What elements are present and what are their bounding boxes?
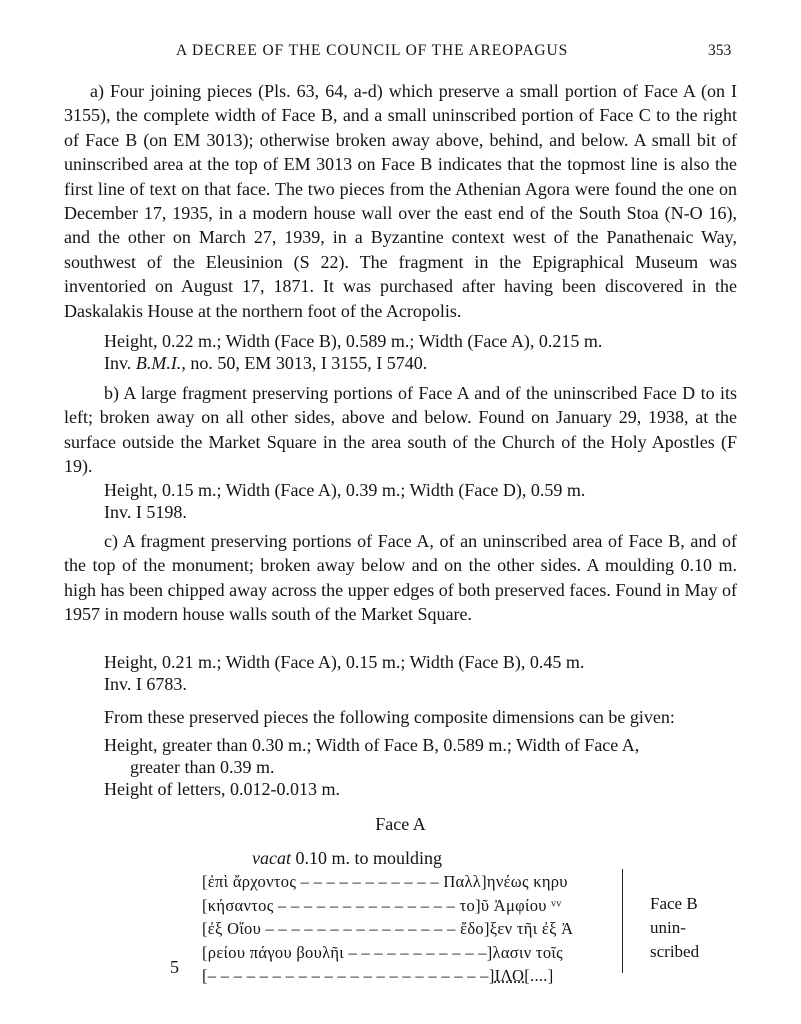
fragment-c-dimensions: Height, 0.21 m.; Width (Face A), 0.15 m.; Width (Face B), 0.45 m.: [104, 652, 585, 672]
fragment-c-metadata: [104, 651, 744, 695]
running-title: A DECREE OF THE COUNCIL OF THE AREOPAGUS: [176, 42, 569, 59]
face-divider-line: [622, 869, 623, 973]
vacat-word: vacat: [252, 848, 291, 868]
inscription-text: [202, 870, 573, 988]
composite-line-1-continued: greater than 0.39 m.: [130, 757, 275, 777]
inscription-line-5: [202, 964, 573, 988]
inventory-italic: B.M.I.: [135, 353, 182, 373]
fragment-b-dimensions: Height, 0.15 m.; Width (Face A), 0.39 m.; Width (Face D), 0.59 m.: [104, 480, 586, 500]
composite-line-2: Height of letters, 0.012-0.013 m.: [104, 779, 340, 799]
fragment-c-paragraph: c) A fragment preserving portions of Face A, of an uninscribed area of Face B, and of the top of the monument; broken away below and on the other sides. A moulding 0.10 m. high has been chipped away across the upper edges of both preserved faces. Found in May of 1957 in modern house walls south of the Market Square.: [64, 531, 737, 625]
fragment-c-inventory: Inv. I 6783.: [104, 674, 187, 694]
fragment-a-paragraph: a) Four joining pieces (Pls. 63, 64, a-d) which preserve a small portion of Face A (on I 3155), the complete width of Face B, and a small uninscribed portion of Face C to the right of Face B (on EM 3013); otherwise broken away above, behind, and below. A small bit of uninscribed area at the top of EM 3013 on Face B indicates that the topmost line is also the first line of text on that face. The two pieces from the Athenian Agora were found the one on December 17, 1935, in a modern house wall over the east end of the South Stoa (N-O 16), and the other on March 27, 1939, in a Byzantine context west of the Panathenaic Way, southwest of the Eleusinion (S 22). The fragment in the Epigraphical Museum was inventoried on August 17, 1871. It was purchased after having been discovered in the Daskalakis House at the northern foot of the Acropolis.: [64, 81, 737, 321]
line-5-letters: ΙΛΟ: [494, 966, 525, 985]
page-number: 353: [708, 42, 732, 59]
page-header: [0, 42, 801, 66]
face-a-title: Face A: [375, 814, 426, 834]
inscription-line-3: [ἐξ Οἴου – – – – – – – – – – – – – – – ἔδο]ξεν τῆι ἐξ Ἀ: [202, 919, 574, 938]
fragment-b-paragraph: b) A large fragment preserving portions of Face A and of the uninscribed Face D to its left; broken away on all other sides, above and below. Found on January 29, 1938, at the surface outside the Market Square in the area south of the Church of the Holy Apostles (F 19).: [64, 383, 737, 477]
face-b-label: [650, 892, 699, 964]
line-number-5: 5: [170, 957, 179, 977]
fragment-a-dimensions: Height, 0.22 m.; Width (Face B), 0.589 m.; Width (Face A), 0.215 m.: [104, 331, 603, 351]
line-5-gap: [– – – – – – – – – – – – – – – – – – – – – –]: [202, 966, 495, 985]
face-b-label-line-2: unin-: [650, 918, 686, 937]
composite-intro: From these preserved pieces the following composite dimensions can be given:: [104, 707, 675, 727]
fragment-b-metadata: [104, 479, 744, 523]
inscription-line-2: [κήσαντος – – – – – – – – – – – – – – το]ῦ Ἀμφίου ᵛᵛ: [202, 895, 562, 915]
fragment-a-metadata: [104, 330, 744, 374]
fragment-b-inventory: Inv. I 5198.: [104, 502, 187, 522]
inventory-rest: , no. 50, EM 3013, I 3155, I 5740.: [181, 353, 428, 373]
inscription-line-1: [ἐπὶ ἄρχοντος – – – – – – – – – – – Παλλ]ηνέως κηρυ: [202, 872, 568, 891]
composite-dimensions: [104, 734, 744, 800]
face-b-label-line-3: scribed: [650, 942, 700, 961]
fragment-a-inventory: [104, 352, 744, 374]
vacat-rest: 0.10 m. to moulding: [290, 848, 442, 868]
face-b-label-line-1: Face B: [650, 894, 698, 913]
composite-line-1: Height, greater than 0.30 m.; Width of Face B, 0.589 m.; Width of Face A,: [104, 735, 640, 755]
vacat-note: [252, 848, 442, 869]
inscription-line-4: [ρείου πάγου βουλῆι – – – – – – – – – – –]λασιν τοῖς: [202, 942, 563, 962]
inventory-prefix: Inv.: [104, 353, 132, 373]
line-5-end: [....]: [524, 966, 554, 985]
